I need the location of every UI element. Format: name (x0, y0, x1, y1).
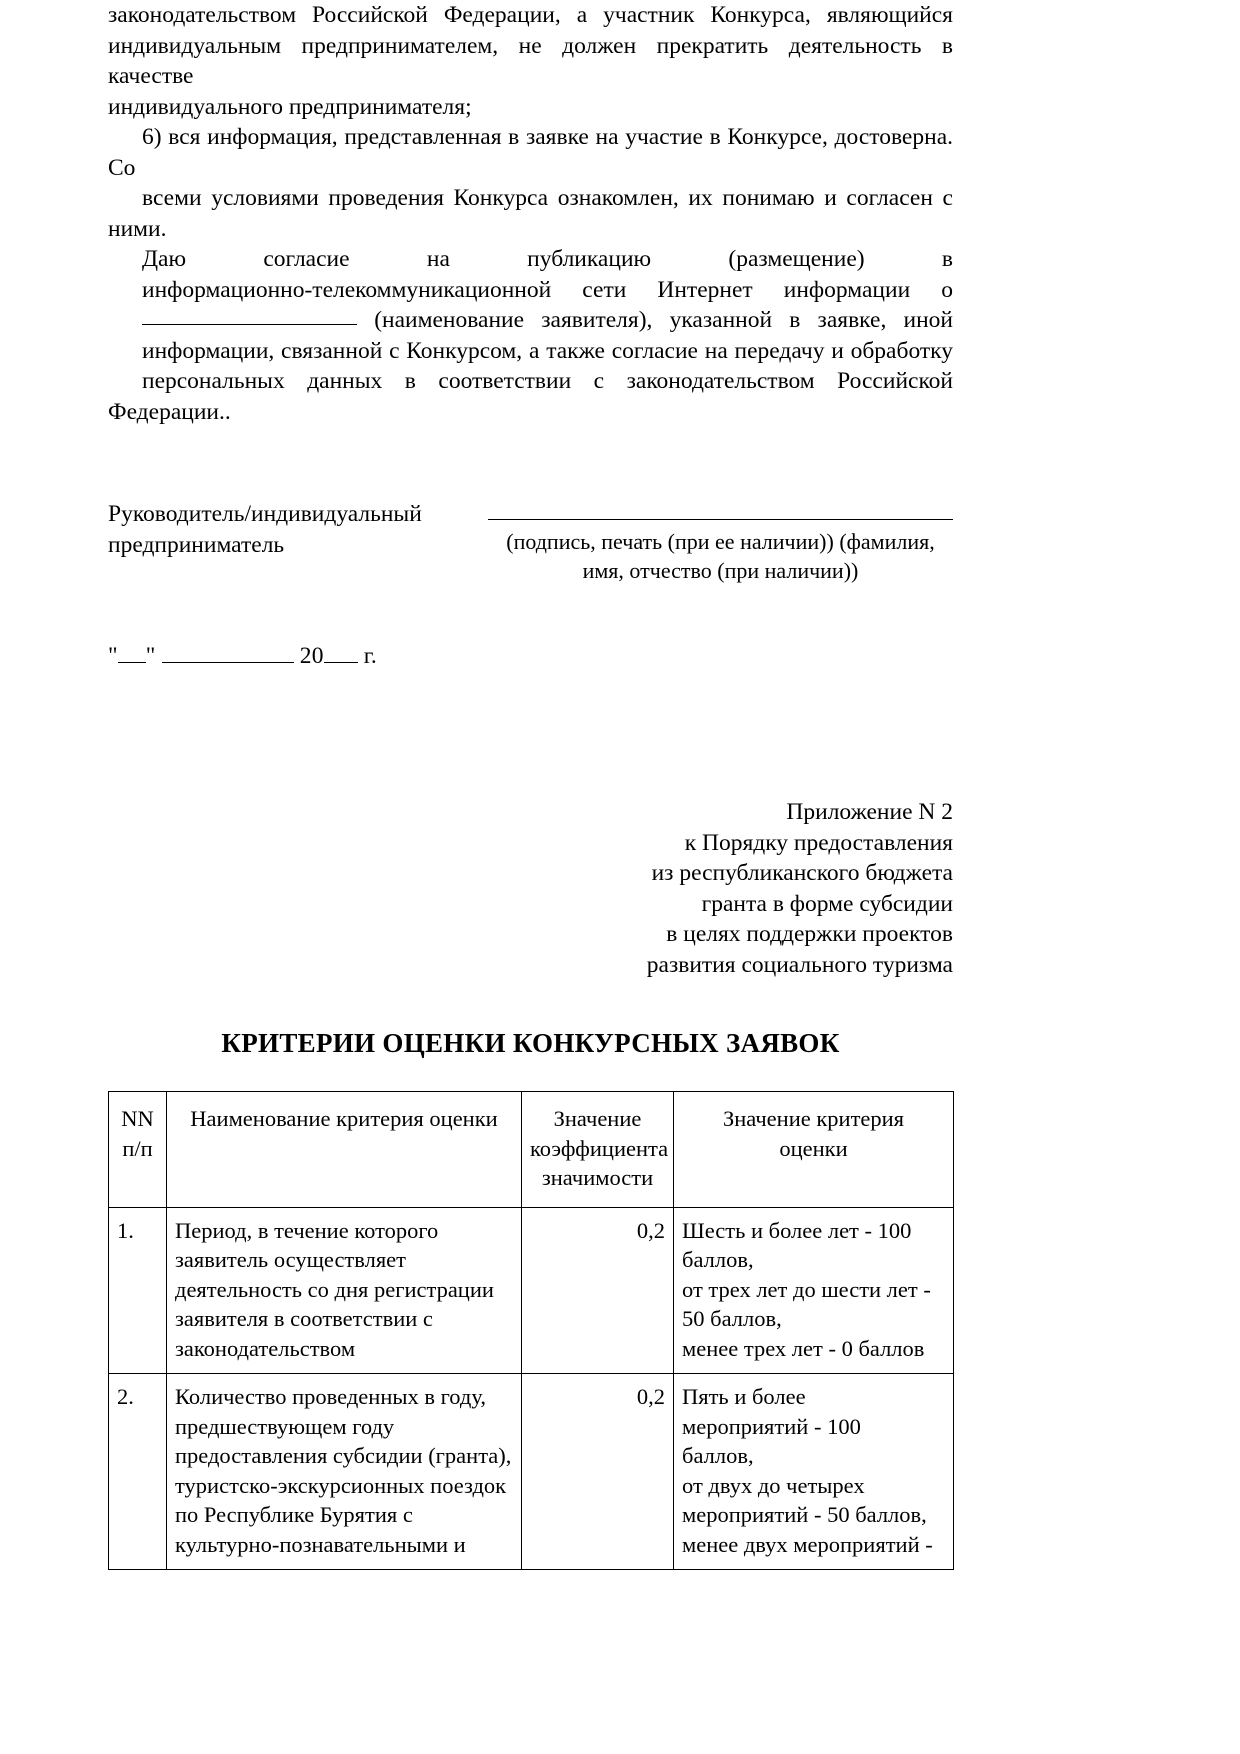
signature-caption-line2: имя, отчество (при наличии)) (582, 558, 859, 583)
row-coefficient: 0,2 (522, 1207, 674, 1374)
signature-caption (488, 527, 953, 585)
table-header-row (109, 1092, 954, 1208)
date-line (108, 641, 377, 671)
paragraph-line: законодательством Российской Федерации, а участник Конкурса, являющийся (108, 2, 953, 28)
criterion-value-line: мероприятий - 50 баллов, (682, 1502, 927, 1527)
appendix-line-1: Приложение N 2 (786, 799, 953, 825)
row-criterion-value (674, 1374, 954, 1570)
criterion-name-line: туристско-экскурсионных поездок (175, 1472, 507, 1498)
date-year-prefix: 20 (299, 643, 324, 669)
paragraph-line: информации, связанной с Конкурсом, а также согласие на передачу и обработку (142, 337, 953, 364)
appendix-reference (108, 797, 953, 980)
appendix-line-5: в целях поддержки проектов (666, 921, 953, 947)
column-header-name: Наименование критерия оценки (167, 1092, 522, 1208)
signature-role-line2: предприниматель (108, 531, 285, 558)
column-header-criterion-value-line2: оценки (779, 1135, 848, 1161)
date-year-blank[interactable] (324, 646, 358, 663)
table-row (109, 1207, 954, 1374)
page-content (108, 0, 953, 1570)
criterion-value-line: 50 баллов, (682, 1306, 782, 1331)
signature-block (108, 499, 953, 669)
criterion-value-line: Шесть и более лет - 100 (682, 1217, 912, 1243)
appendix-line-6: развития социального туризма (646, 951, 953, 978)
column-header-number-line2: п/п (122, 1135, 153, 1161)
paragraph-line: Даю согласие на публикацию (размещение) в (142, 246, 953, 272)
criterion-name-line: заявителя в соответствии с (175, 1306, 433, 1331)
date-quote-close: " (145, 643, 156, 669)
paragraph-line-with-blank (108, 305, 953, 336)
signature-caption-line1: (подпись, печать (при ее наличии)) (фамилия, (506, 529, 935, 554)
paragraph-line: персональных данных в соответствии с законодательством Российской Федерации.. (108, 368, 953, 425)
signature-right (488, 519, 953, 585)
paragraph-item-6 (108, 122, 953, 427)
row-number: 1. (109, 1207, 167, 1374)
criteria-table (108, 1091, 954, 1570)
signature-rule[interactable] (488, 519, 953, 520)
column-header-number-line1: NN (121, 1106, 154, 1131)
criterion-name-line: заявитель осуществляет (175, 1247, 406, 1272)
column-header-coefficient-line1: Значение (553, 1106, 642, 1131)
paragraph-continuation (108, 0, 953, 122)
criterion-name-line: Количество проведенных в году, (175, 1384, 486, 1409)
criterion-name-line: законодательством (175, 1335, 356, 1361)
criterion-name-line: Период, в течение которого (175, 1217, 439, 1243)
paragraph-line: индивидуального предпринимателя; (108, 93, 472, 120)
signature-role (108, 499, 478, 560)
criterion-name-line: культурно-познавательными и (175, 1531, 466, 1557)
criterion-name-line: деятельность со дня регистрации (175, 1276, 494, 1302)
criterion-value-line: от двух до четырех (682, 1472, 865, 1498)
appendix-line-3: из республиканского бюджета (651, 860, 953, 886)
criterion-value-line: баллов, (682, 1443, 754, 1468)
appendix-line-4: гранта в форме субсидии (701, 890, 953, 917)
paragraph-line: информационно-телекоммуникационной сети Интернет информации о (142, 276, 953, 303)
paragraph-line: индивидуальным предпринимателем, не должен прекратить деятельность в качестве (108, 32, 953, 89)
row-criterion-name (167, 1374, 522, 1570)
date-year-suffix: г. (363, 643, 377, 669)
row-criterion-value (674, 1207, 954, 1374)
criterion-value-line: мероприятий - 100 (682, 1413, 861, 1439)
column-header-coefficient (522, 1092, 674, 1208)
column-header-criterion-value-line1: Значение критерия (722, 1106, 905, 1131)
criterion-value-line: менее трех лет - 0 баллов (682, 1335, 925, 1361)
row-number: 2. (109, 1374, 167, 1570)
paragraph-line: всеми условиями проведения Конкурса ознакомлен, их понимаю и согласен с ними. (108, 185, 953, 242)
column-header-coefficient-line3: значимости (541, 1165, 654, 1190)
row-coefficient: 0,2 (522, 1374, 674, 1570)
criterion-value-line: Пять и более (682, 1384, 806, 1409)
criterion-name-line: предшествующем году (175, 1413, 395, 1439)
column-header-number (109, 1092, 167, 1208)
applicant-name-blank[interactable] (142, 307, 357, 325)
criterion-name-line: предоставления субсидии (гранта), (175, 1443, 512, 1468)
date-quote-open: " (108, 643, 118, 669)
column-header-coefficient-line2: коэффициента (530, 1135, 669, 1161)
table-row (109, 1374, 954, 1570)
date-month-blank[interactable] (162, 646, 294, 663)
paragraph-line-text: (наименование заявителя), указанной в заявке, иной (374, 307, 954, 333)
page-title: КРИТЕРИИ ОЦЕНКИ КОНКУРСНЫХ ЗАЯВОК (221, 1028, 840, 1058)
appendix-line-2: к Порядку предоставления (684, 829, 953, 856)
criterion-name-line: по Республике Бурятия с (175, 1502, 413, 1527)
criterion-value-line: от трех лет до шести лет - (682, 1276, 931, 1302)
row-criterion-name (167, 1207, 522, 1374)
column-header-criterion-value (674, 1092, 954, 1208)
signature-role-line1: Руководитель/индивидуальный (108, 501, 422, 527)
paragraph-line: 6) вся информация, представленная в заявке на участие в Конкурсе, достоверна. Со (108, 124, 953, 181)
criterion-value-line: баллов, (682, 1247, 754, 1272)
date-day-blank[interactable] (118, 646, 146, 663)
criterion-value-line: менее двух мероприятий - (682, 1531, 933, 1557)
